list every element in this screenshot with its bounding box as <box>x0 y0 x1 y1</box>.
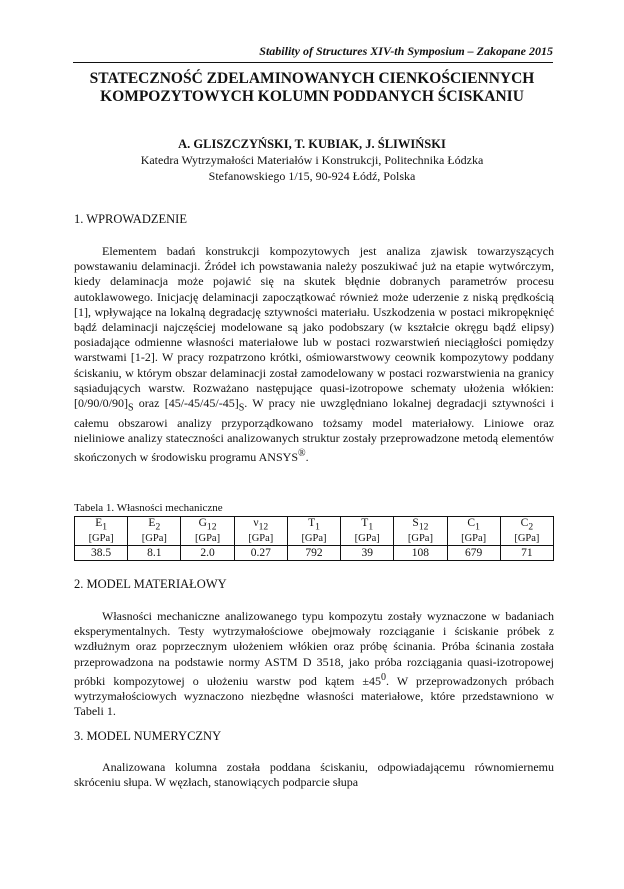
table-cell: 108 <box>394 546 447 561</box>
paragraph-introduction <box>74 244 554 465</box>
table-cell: 792 <box>287 546 340 561</box>
table-header-cell: $C_1$ [GPa] <box>447 517 500 546</box>
paper-title <box>60 70 564 106</box>
mechanical-properties-table <box>74 516 554 561</box>
table-header-cell: $T_1$ [GPa] <box>287 517 340 546</box>
table-header-row <box>75 517 554 546</box>
running-header: Stability of Structures XIV-th Symposium – Zakopane 2015 <box>259 44 553 58</box>
authors: A. GLISZCZYŃSKI, T. KUBIAK, J. ŚLIWIŃSKI <box>178 137 446 151</box>
table-header-cell: $S_{12}$ [GPa] <box>394 517 447 546</box>
p1-text-b: oraz [45/-45/45/-45] <box>133 396 239 411</box>
p2-text-b: . W przeprowadzonych próbach wytrzymałościowych wyznaczono niezbędne własności materiałowe, które przedstawniono w Tabeli 1. <box>74 673 554 719</box>
table-header-cell: $\nu_{12}$ [GPa] <box>234 517 287 546</box>
table-header-cell: $E_2$ [GPa] <box>128 517 181 546</box>
p1-text-c: . W pracy nie uwzględniano lokalnej degradacji sztywności i całemu obszarowi analizy przyporządkowano tożsamy model materiałowy. Liniowe oraz nieliniowe analizy stateczności analizowanych struktur zostały przeprowadzone metodą elementów skończonych w środowisku programu ANSYS <box>74 396 554 465</box>
p1-text-d: . <box>305 450 309 465</box>
table-cell: 679 <box>447 546 500 561</box>
table-header-cell: $C_2$ [GPa] <box>500 517 553 546</box>
p1-sub-2: S <box>238 402 245 414</box>
p1-sub-1: S <box>128 402 134 414</box>
table-cell: 39 <box>341 546 394 561</box>
section-heading-1: 1. WPROWADZENIE <box>74 212 187 226</box>
title-line-2: KOMPOZYTOWYCH KOLUMN PODDANYCH ŚCISKANIU <box>100 88 524 105</box>
section-heading-2: 2. MODEL MATERIAŁOWY <box>74 577 227 591</box>
p1-text-a: Elementem badań konstrukcji kompozytowych jest analiza zjawisk towarzyszących powstawaniu delaminacji. Źródeł ich powstawania należy poszukiwać już na etapie wytwórczym, kiedy delaminacja może pojawić się na skutek błędnie dobranych parametrów procesu autoklawowego. Inicjację delaminacji zapoczątkować również może uderzenie z niską prędkością [1], wpływające na lokalną degradację sztywności materiału. Uszkodzenia w postaci mikropęknięć bądź delaminacji najczęściej modelowane są jako podobszary (w kształcie okręgu bądź elipsy) posiadające odmienne własności materiałowe lub w postaci rozwarstwień nieciągłości pomiędzy warstwami [1-2]. W pracy rozpatrzono krótki, ośmiowarstwowy ceownik kompozytowy poddany ściskaniu, w którym obszar delaminacji został zamodelowany w postaci rozwarstwienia na granicy sąsiadujących warstw. Rozważano następujące quasi-izotropowe schematy ułożenia włókien: [0/90/0/90] <box>74 244 554 411</box>
table-cell: 38.5 <box>75 546 128 561</box>
table-value-row <box>75 546 554 561</box>
p2-sup-degree: 0 <box>380 671 386 683</box>
affiliation-line-1: Katedra Wytrzymałości Materiałów i Konstrukcji, Politechnika Łódzka <box>140 153 484 167</box>
table-header-cell: $G_{12}$ [GPa] <box>181 517 234 546</box>
affiliation-line-2: Stefanowskiego 1/15, 90-924 Łódź, Polska <box>208 169 416 183</box>
table-header-cell: $T_1$ [GPa] <box>341 517 394 546</box>
paragraph-material-model <box>74 609 554 719</box>
title-line-1: STATECZNOŚĆ ZDELAMINOWANYCH CIENKOŚCIENNYCH <box>89 70 535 87</box>
registered-mark: ® <box>298 448 306 460</box>
table-cell: 0.27 <box>234 546 287 561</box>
header-rule <box>73 62 553 63</box>
table-caption: Tabela 1. Własności mechaniczne <box>74 502 223 514</box>
table-cell: 8.1 <box>128 546 181 561</box>
paragraph-numerical-model: Analizowana kolumna została poddana ściskaniu, odpowiadającemu równomiernemu skróceniu słupa. W węzłach, stanowiących podparcie słupa <box>74 760 554 790</box>
table-header-cell: $E_1$ [GPa] <box>75 517 128 546</box>
section-heading-3: 3. MODEL NUMERYCZNY <box>74 729 222 743</box>
p2-text-a: Własności mechaniczne analizowanego typu kompozytu zostały wyznaczone w badaniach eksperymentalnych. Testy wytrzymałościowe obejmowały rozciąganie i ściskanie próbek z wzdłużnym oraz poprzecznym ułożeniem włókien oraz próbę ścinania. Próba ścinania została przeprowadzona na podstawie normy ASTM D 3518, jako próba rozciągania quasi-izotropowej próbki kompozytowej o ułożeniu warstw pod kątem ±45 <box>74 609 554 688</box>
table-cell: 71 <box>500 546 553 561</box>
table-cell: 2.0 <box>181 546 234 561</box>
